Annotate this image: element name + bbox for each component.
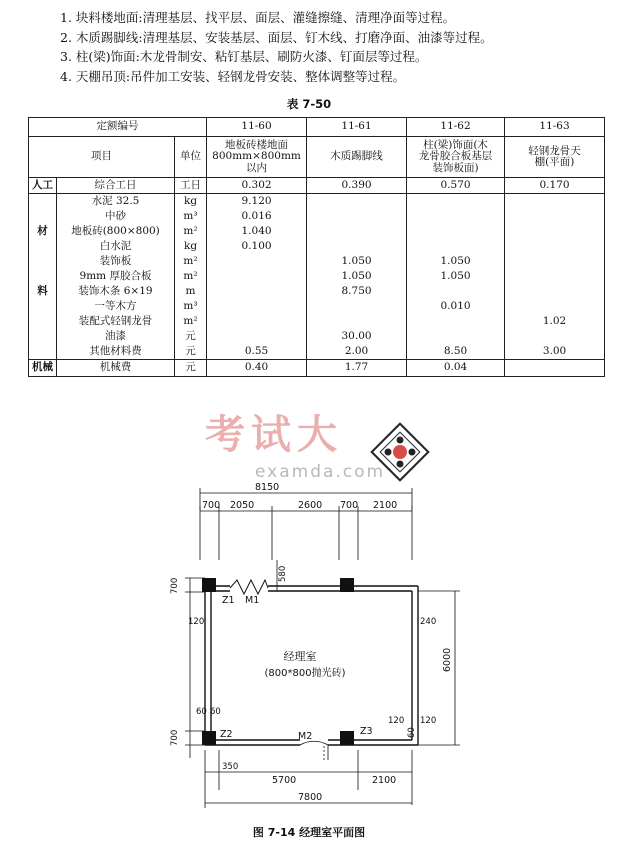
dim-label: 700 — [202, 500, 221, 511]
value-cell — [207, 254, 307, 269]
category-cell — [29, 329, 57, 344]
dim-label: 350 — [222, 762, 239, 772]
table-row — [29, 360, 605, 377]
label-z1: Z1 — [222, 595, 235, 606]
item-name-line: 装饰板面) — [432, 161, 479, 174]
value-cell — [307, 314, 407, 329]
column-z2 — [202, 731, 216, 745]
value-cell — [505, 360, 605, 377]
value-cell — [207, 329, 307, 344]
room-name: 经理室 — [283, 650, 317, 663]
step-line: 1. 块料楼地面:清理基层、找平层、面层、灌缝擦缝、清理净面等过程。 — [60, 10, 456, 25]
value-cell: 1.050 — [307, 254, 407, 269]
value-cell: 8.50 — [407, 344, 505, 360]
label-z3: Z3 — [360, 726, 373, 737]
item-name-cell — [407, 137, 505, 178]
value-cell — [307, 299, 407, 314]
resource-name: 中砂 — [57, 209, 175, 224]
label-m1: M1 — [245, 595, 260, 606]
value-cell: 0.100 — [207, 239, 307, 254]
value-cell — [505, 254, 605, 269]
step-line: 4. 天棚吊顶:吊件加工安装、轻钢龙骨安装、整体调整等过程。 — [60, 68, 406, 84]
value-cell — [505, 329, 605, 344]
value-cell: 1.040 — [207, 224, 307, 239]
code-cell: 11-61 — [307, 118, 407, 137]
value-cell — [207, 284, 307, 299]
table-row — [29, 314, 605, 329]
category-cell — [29, 194, 57, 210]
resource-name: 机械费 — [57, 360, 175, 377]
value-cell — [505, 284, 605, 299]
value-cell: 0.016 — [207, 209, 307, 224]
item-name-line: 棚(平面) — [534, 156, 575, 168]
value-cell — [307, 239, 407, 254]
item-name-line: 800mm×800mm — [212, 150, 301, 163]
value-cell — [207, 314, 307, 329]
item-name-line: 地板砖楼地面 — [225, 138, 289, 151]
item-name-line: 龙骨胶合板基层 — [418, 150, 493, 163]
door-m1 — [230, 580, 268, 594]
dim-label: 2050 — [230, 500, 255, 511]
figure-caption: 图 7-14 经理室平面图 — [252, 826, 366, 839]
dim-label: 240 — [420, 617, 437, 627]
category-cell — [29, 299, 57, 314]
value-cell: 1.02 — [505, 314, 605, 329]
step-line: 3. 柱(梁)饰面:木龙骨制安、粘钉基层、刷防火漆、钉面层等过程。 — [60, 49, 428, 64]
value-cell: 2.00 — [307, 344, 407, 360]
value-cell — [505, 224, 605, 239]
item-name-line: 轻钢龙骨天 — [528, 144, 581, 157]
resource-name: 油漆 — [57, 329, 175, 344]
value-cell — [407, 314, 505, 329]
unit-cell: kg — [175, 194, 207, 210]
unit-cell: kg — [175, 239, 207, 254]
dim-label: 120 — [420, 716, 437, 726]
category-cell — [29, 344, 57, 360]
value-cell — [407, 194, 505, 210]
value-cell: 0.390 — [307, 178, 407, 194]
value-cell — [505, 209, 605, 224]
code-cell: 11-60 — [207, 118, 307, 137]
room-walls — [205, 586, 418, 745]
item-name-line: 以内 — [246, 161, 268, 174]
value-cell — [407, 224, 505, 239]
table-row — [29, 269, 605, 284]
dim-label: 2100 — [373, 500, 398, 511]
value-cell: 0.04 — [407, 360, 505, 377]
table-row — [29, 137, 605, 178]
column-top-right — [340, 578, 354, 592]
dim-label: 60 — [407, 727, 417, 738]
value-cell: 0.010 — [407, 299, 505, 314]
code-cell: 11-63 — [505, 118, 605, 137]
resource-name: 其他材料费 — [57, 344, 175, 360]
unit-cell: m² — [175, 224, 207, 239]
value-cell — [407, 329, 505, 344]
value-cell — [307, 224, 407, 239]
unit-cell: 元 — [175, 344, 207, 360]
resource-name: 一等木方 — [57, 299, 175, 314]
resource-name: 9mm 厚胶合板 — [57, 269, 175, 284]
code-cell: 11-62 — [407, 118, 505, 137]
table-row — [29, 178, 605, 194]
dim-left — [185, 578, 205, 758]
unit-cell: m² — [175, 254, 207, 269]
item-name-cell — [207, 137, 307, 178]
dim-label: 120 — [388, 716, 405, 726]
dim-label: 2600 — [298, 500, 323, 511]
item-name-line: 柱(梁)饰面(木 — [423, 138, 488, 151]
value-cell — [407, 209, 505, 224]
item-name-cell — [505, 137, 605, 178]
unit-cell: m² — [175, 269, 207, 284]
value-cell: 0.170 — [505, 178, 605, 194]
value-cell: 1.77 — [307, 360, 407, 377]
dim-top-segments — [200, 506, 412, 560]
resource-name: 综合工日 — [57, 178, 175, 194]
label-z2: Z2 — [220, 729, 233, 740]
label-m2: M2 — [298, 731, 313, 742]
category-cell — [29, 239, 57, 254]
category-cell — [29, 269, 57, 284]
value-cell: 0.55 — [207, 344, 307, 360]
value-cell — [407, 239, 505, 254]
unit-label: 单位 — [175, 137, 207, 178]
value-cell — [207, 299, 307, 314]
resource-name: 水泥 32.5 — [57, 194, 175, 210]
unit-cell: 元 — [175, 360, 207, 377]
watermark-url: examda.com — [255, 462, 386, 482]
table-row — [29, 254, 605, 269]
value-cell — [307, 209, 407, 224]
category-cell: 料 — [29, 284, 57, 299]
item-label: 项目 — [29, 137, 175, 178]
dim-label: 700 — [170, 729, 180, 746]
value-cell — [307, 194, 407, 210]
value-cell — [207, 269, 307, 284]
value-cell: 30.00 — [307, 329, 407, 344]
table-row — [29, 299, 605, 314]
value-cell — [505, 299, 605, 314]
table-row — [29, 239, 605, 254]
code-label: 定额编号 — [29, 118, 207, 137]
dim-label: 700 — [170, 577, 180, 594]
watermark-text: 考试大 — [205, 412, 343, 458]
dim-label: 8150 — [255, 482, 280, 493]
value-cell: 1.050 — [307, 269, 407, 284]
table-row — [29, 224, 605, 239]
category-cell — [29, 254, 57, 269]
quota-table — [28, 117, 605, 377]
column-z1 — [202, 578, 216, 592]
table-caption: 表 7-50 — [286, 97, 332, 111]
dim-label: 60 — [196, 707, 207, 717]
table-row — [29, 284, 605, 299]
resource-name: 装饰木条 6×19 — [57, 284, 175, 299]
resource-name: 白水泥 — [57, 239, 175, 254]
category-cell: 机械 — [29, 360, 57, 377]
table-row — [29, 194, 605, 210]
materials-group — [29, 194, 605, 360]
dim-label: 2100 — [372, 775, 397, 786]
value-cell — [505, 239, 605, 254]
dim-label: 580 — [278, 565, 288, 582]
value-cell: 0.302 — [207, 178, 307, 194]
value-cell: 0.40 — [207, 360, 307, 377]
value-cell: 1.050 — [407, 269, 505, 284]
dim-label: 5700 — [272, 775, 297, 786]
column-z3 — [340, 731, 354, 745]
category-cell — [29, 314, 57, 329]
table-row — [29, 209, 605, 224]
dim-label: 120 — [188, 617, 205, 627]
category-cell: 人工 — [29, 178, 57, 194]
watermark-logo — [372, 424, 429, 481]
floor-plan — [150, 410, 470, 820]
unit-cell: 工日 — [175, 178, 207, 194]
dim-label: 60 — [210, 707, 221, 717]
value-cell: 3.00 — [505, 344, 605, 360]
process-steps — [60, 8, 600, 86]
table-row — [29, 329, 605, 344]
table-row — [29, 118, 605, 137]
value-cell: 0.570 — [407, 178, 505, 194]
unit-cell: m³ — [175, 299, 207, 314]
value-cell: 1.050 — [407, 254, 505, 269]
unit-cell: m³ — [175, 209, 207, 224]
value-cell: 9.120 — [207, 194, 307, 210]
value-cell — [407, 284, 505, 299]
dim-label: 700 — [340, 500, 359, 511]
unit-cell: m — [175, 284, 207, 299]
item-name-cell — [307, 137, 407, 178]
dim-label: 7800 — [298, 792, 323, 803]
step-line: 2. 木质踢脚线:清理基层、安装基层、面层、钉木线、打磨净面、油漆等过程。 — [60, 29, 493, 45]
value-cell: 8.750 — [307, 284, 407, 299]
table-row — [29, 344, 605, 360]
resource-name: 地板砖(800×800) — [57, 224, 175, 239]
room-note: (800*800抛光砖) — [264, 668, 346, 679]
item-name-line: 木质踢脚线 — [330, 150, 383, 163]
category-cell — [29, 209, 57, 224]
value-cell — [505, 194, 605, 210]
dim-label: 6000 — [442, 647, 453, 672]
unit-cell: m² — [175, 314, 207, 329]
value-cell — [505, 269, 605, 284]
unit-cell: 元 — [175, 329, 207, 344]
resource-name: 装配式轻钢龙骨 — [57, 314, 175, 329]
resource-name: 装饰板 — [57, 254, 175, 269]
category-cell: 材 — [29, 224, 57, 239]
